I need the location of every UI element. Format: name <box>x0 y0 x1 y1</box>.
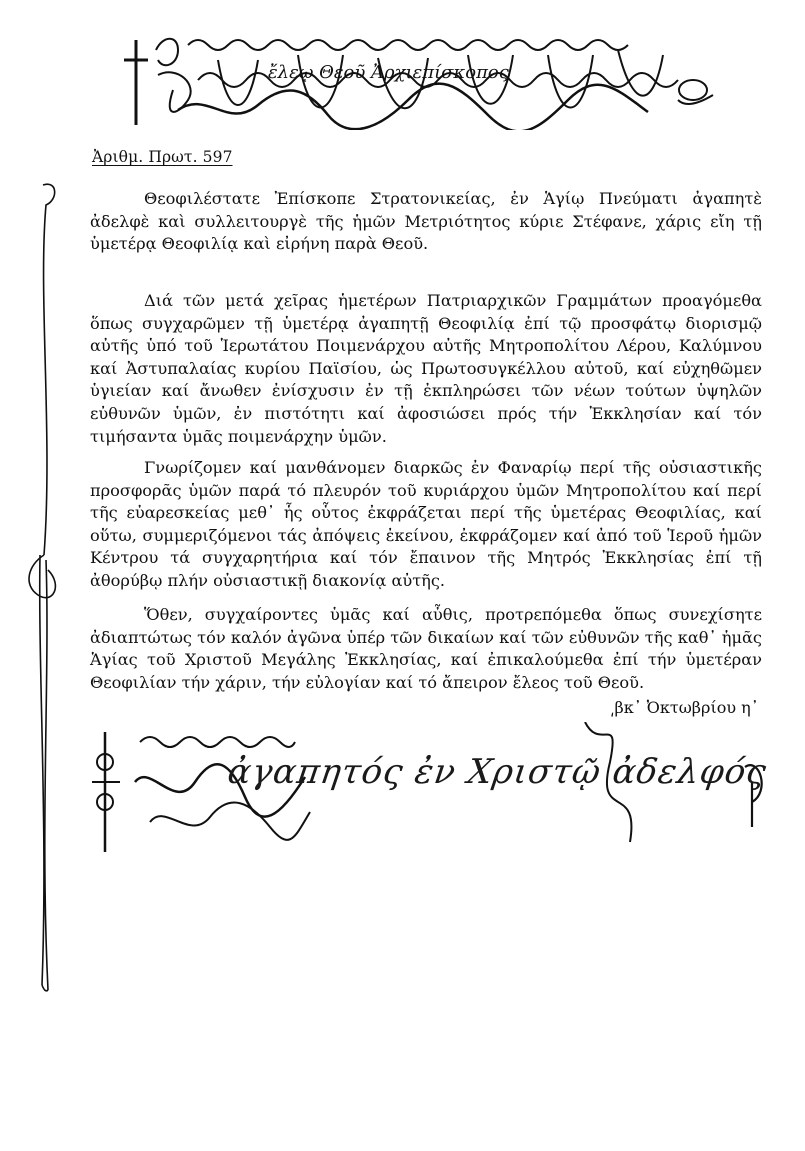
svg-text:ἔλεῳ Θεοῦ Ἀρχιεπίσκοπος: ἔλεῳ Θεοῦ Ἀρχιεπίσκοπος <box>268 62 509 83</box>
patriarch-signature <box>80 722 780 862</box>
body-paragraph-1 <box>90 290 762 448</box>
dateline: ͵βκ᾽ Ὀκτωβρίου η᾽ <box>610 698 759 717</box>
letter-paragraph: Ὅθεν, συγχαίροντες ὑμᾶς καί αὖθις, προτρεπόμεθα ὅπως συνεχίσητε ἀδιαπτώτως τόν καλόν ἀγῶνα ὑπέρ τῶν δικαίων καί τῶν εὐθυνῶν τῆς καθ᾽ ἡμᾶς Ἁγίας τοῦ Χριστοῦ Μεγάλης Ἐκκλησίας, καί ἐπικαλούμεθα ἐπί τήν ὑμετέραν Θεοφιλίαν τήν χάριν, τήν εὐλογίαν καί τό ἄπειρον ἔλεος τοῦ Θεοῦ. <box>90 605 762 692</box>
letter-paragraph: Διά τῶν μετά χεῖρας ἡμετέρων Πατριαρχικῶν Γραμμάτων προαγόμεθα ὅπως συγχαρῶμεν τῇ ὑμετέρᾳ ἀγαπητῇ Θεοφιλίᾳ ἐπί τῷ προσφάτῳ διορισμῷ αὐτῆς ὑπό τοῦ Ἱερωτάτου Ποιμενάρχου αὐτῆς Μητροπολίτου Λέρου, Καλύμνου καί Ἀστυπαλαίας κυρίου Παϊσίου, ὡς Πρωτοσυγκέλλου αὐτοῦ, καί εὐχηθῶμεν ὑγιείαν καί ἄνωθεν ἐνίσχυσιν ἐν τῇ ἐκπληρώσει τῶν νέων τούτων ὑψηλῶν εὐθυνῶν ὑμῶν, ἐν πιστότητι καί ἀφοσιώσει πρός τήν Ἐκκλησίαν καί τόν τιμήσαντα ὑμᾶς ποιμενάρχην ὑμῶν. <box>90 291 762 446</box>
letter-paragraph: Θεοφιλέστατε Ἐπίσκοπε Στρατονικείας, ἐν Ἁγίῳ Πνεύματι ἀγαπητὲ ἀδελφὲ καὶ συλλειτουργὲ τῆς ἡμῶν Μετριότητος κύριε Στέφανε, χάρις εἴη τῇ ὑμετέρᾳ Θεοφιλίᾳ καὶ εἰρήνη παρὰ Θεοῦ. <box>90 189 762 254</box>
binding-string-decoration <box>18 175 68 995</box>
letter-paragraph: Γνωρίζομεν καί μανθάνομεν διαρκῶς ἐν Φαναρίῳ περί τῆς οὐσιαστικῆς προσφορᾶς ὑμῶν παρά τό πλευρόν τοῦ κυριάρχου ὑμῶν Μητροπολίτου καί περί τῆς εὐαρεσκείας μεθ᾽ ἧς οὗτος ἐκφράζεται περί τῆς ὑμετέρας Θεοφιλίας, καί οὕτω, συμμεριζόμενοι τάς ἀπόψεις ἐκείνου, ἐκφράζομεν καί ἀπό τοῦ Ἱεροῦ ἡμῶν Κέντρου τά συγχαρητήρια καί τόν ἔπαινον τῆς Μητρός Ἐκκλησίας ἐπί τῇ ἀθορύβῳ πλήν οὐσιαστικῇ διακονίᾳ αὐτῆς. <box>90 458 762 590</box>
calligraphic-header-logo <box>118 30 718 130</box>
protocol-number: Ἀριθμ. Πρωτ. 597 <box>92 148 233 166</box>
salutation-paragraph <box>90 188 762 256</box>
body-paragraph-2 <box>90 457 762 593</box>
signature-handwritten-text: ἀγαπητός ἐν Χριστῷ ἀδελφός <box>225 752 770 792</box>
body-paragraph-3 <box>90 604 762 694</box>
